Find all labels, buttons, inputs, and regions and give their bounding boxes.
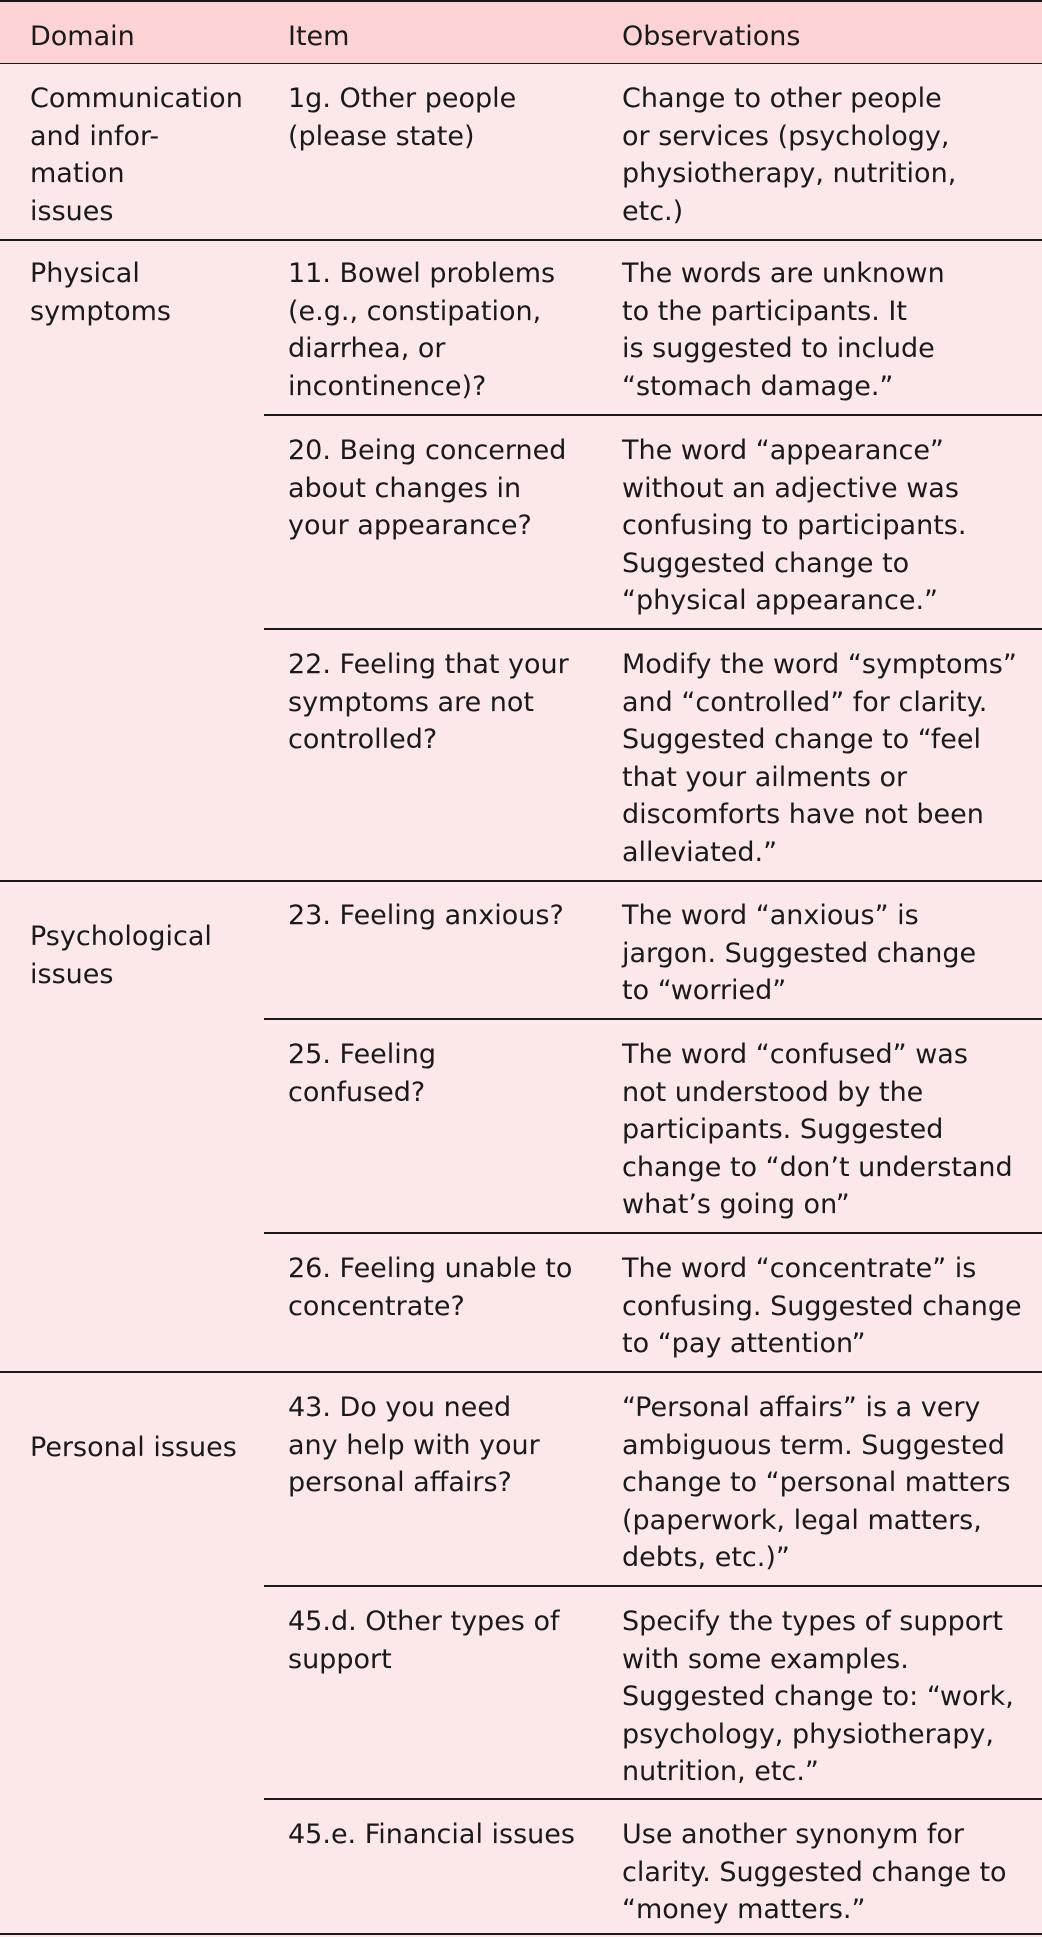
row-divider [0,1371,1042,1373]
header-item: Item [288,21,350,52]
table-row-observation: Use another synonym for clarity. Suggested change to “money matters.” [622,1819,1007,1925]
table-row-item: 25. Feeling confused? [288,1039,437,1108]
row-divider [264,1232,1042,1234]
table-row-observation: “Personal affairs” is a very ambiguous term. Suggested change to “personal matters (paperwork, legal matters, debts, etc.)” [622,1392,1011,1573]
table-row-item: 22. Feeling that your symptoms are not controlled? [288,649,569,755]
table-row-observation: The words are unknown to the participants. It is suggested to include “stomach damage.” [622,258,945,402]
table-header [0,0,1042,64]
table-row-observation: Modify the word “symptoms” and “controlled” for clarity. Suggested change to “feel that your ailments or discomforts have not been alleviated.” [622,649,1017,868]
row-divider [264,628,1042,630]
domain-physical: Physical symptoms [30,258,171,327]
domain-communication: Communication and infor- mation issues [30,83,243,227]
row-divider [264,1798,1042,1800]
table-row-item: 45.e. Financial issues [288,1819,575,1850]
table-row-item: 20. Being concerned about changes in your appearance? [288,435,567,541]
table-row-observation: The word “concentrate” is confusing. Suggested change to “pay attention” [622,1253,1022,1359]
row-divider [264,414,1042,416]
header-domain: Domain [30,21,135,52]
table-row-observation: The word “confused” was not understood by the participants. Suggested change to “don’t understand what’s going on” [622,1039,1013,1220]
table-bottom-rule [0,1933,1042,1935]
table-row-item: 1g. Other people (please state) [288,83,517,152]
table-row-observation: Specify the types of support with some examples. Suggested change to: “work, psychology, physiotherapy, nutrition, etc.” [622,1606,1014,1787]
table-row-item: 45.d. Other types of support [288,1606,560,1675]
table-row-item: 26. Feeling unable to concentrate? [288,1253,573,1322]
header-observations: Observations [622,21,801,52]
table-row-item: 23. Feeling anxious? [288,900,564,931]
row-divider [0,880,1042,882]
row-divider [264,1585,1042,1587]
table-row-observation: The word “anxious” is jargon. Suggested change to “worried” [622,900,977,1006]
table-row-item: 43. Do you need any help with your personal affairs? [288,1392,540,1498]
table-row-item: 11. Bowel problems (e.g., constipation, diarrhea, or incontinence)? [288,258,556,402]
domain-personal: Personal issues [30,1432,237,1463]
row-divider [264,1018,1042,1020]
domain-psychological: Psychological issues [30,921,212,990]
table-row-observation: The word “appearance” without an adjective was confusing to participants. Suggested change to “physical appearance.” [622,435,967,616]
row-divider [0,239,1042,241]
table-row-observation: Change to other people or services (psychology, physiotherapy, nutrition, etc.) [622,83,957,227]
